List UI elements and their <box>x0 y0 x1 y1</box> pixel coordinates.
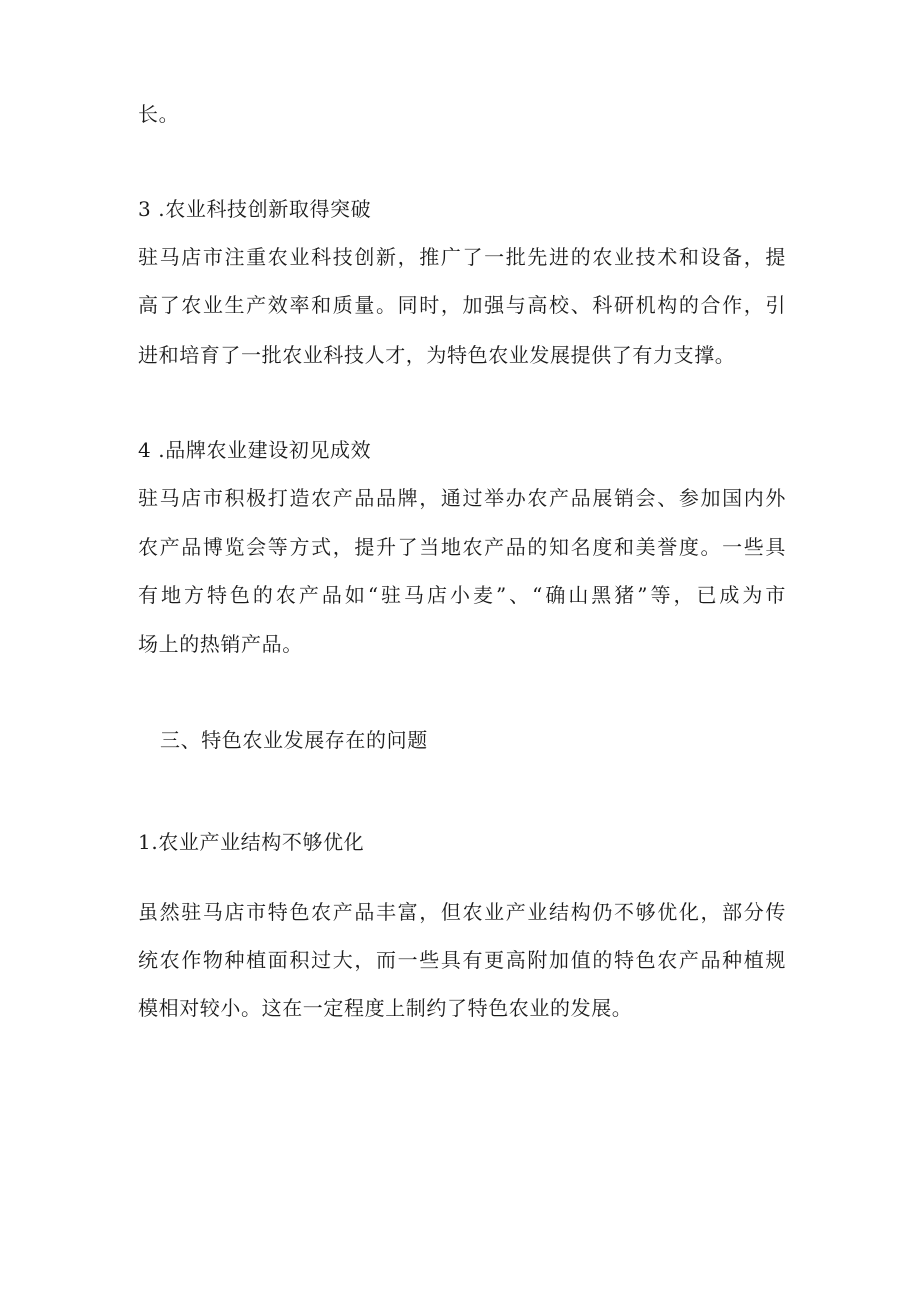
section-4-heading: 4 .品牌农业建设初见成效 <box>138 438 372 462</box>
section-3-paragraph-line: 驻马店市注重农业科技创新，推广了一批先进的农业技术和设备，提 <box>138 245 786 269</box>
section-4-paragraph-line: 有地方特色的农产品如“驻马店小麦”、“确山黑猪”等，已成为市 <box>138 583 786 607</box>
section-4-paragraph-line: 驻马店市积极打造农产品品牌，通过举办农产品展销会、参加国内外 <box>138 486 786 510</box>
carryover-text: 长。 <box>138 102 180 126</box>
chapter-3-heading: 三、特色农业发展存在的问题 <box>160 728 428 752</box>
section-3-paragraph-line: 进和培育了一批农业科技人才，为特色农业发展提供了有力支撑。 <box>138 343 736 367</box>
section-3-heading: 3 .农业科技创新取得突破 <box>138 197 372 221</box>
problem-1-paragraph-line: 模相对较小。这在一定程度上制约了特色农业的发展。 <box>138 996 633 1020</box>
section-3-paragraph-line: 高了农业生产效率和质量。同时，加强与高校、科研机构的合作，引 <box>138 293 786 317</box>
problem-1-paragraph-line: 虽然驻马店市特色农产品丰富，但农业产业结构仍不够优化，部分传 <box>138 900 786 924</box>
section-4-paragraph-line: 农产品博览会等方式，提升了当地农产品的知名度和美誉度。一些具 <box>138 535 786 559</box>
section-4-paragraph-line: 场上的热销产品。 <box>138 632 303 656</box>
problem-1-heading: 1.农业产业结构不够优化 <box>138 830 365 854</box>
problem-1-paragraph-line: 统农作物种植面积过大，而一些具有更高附加值的特色农产品种植规 <box>138 948 786 972</box>
